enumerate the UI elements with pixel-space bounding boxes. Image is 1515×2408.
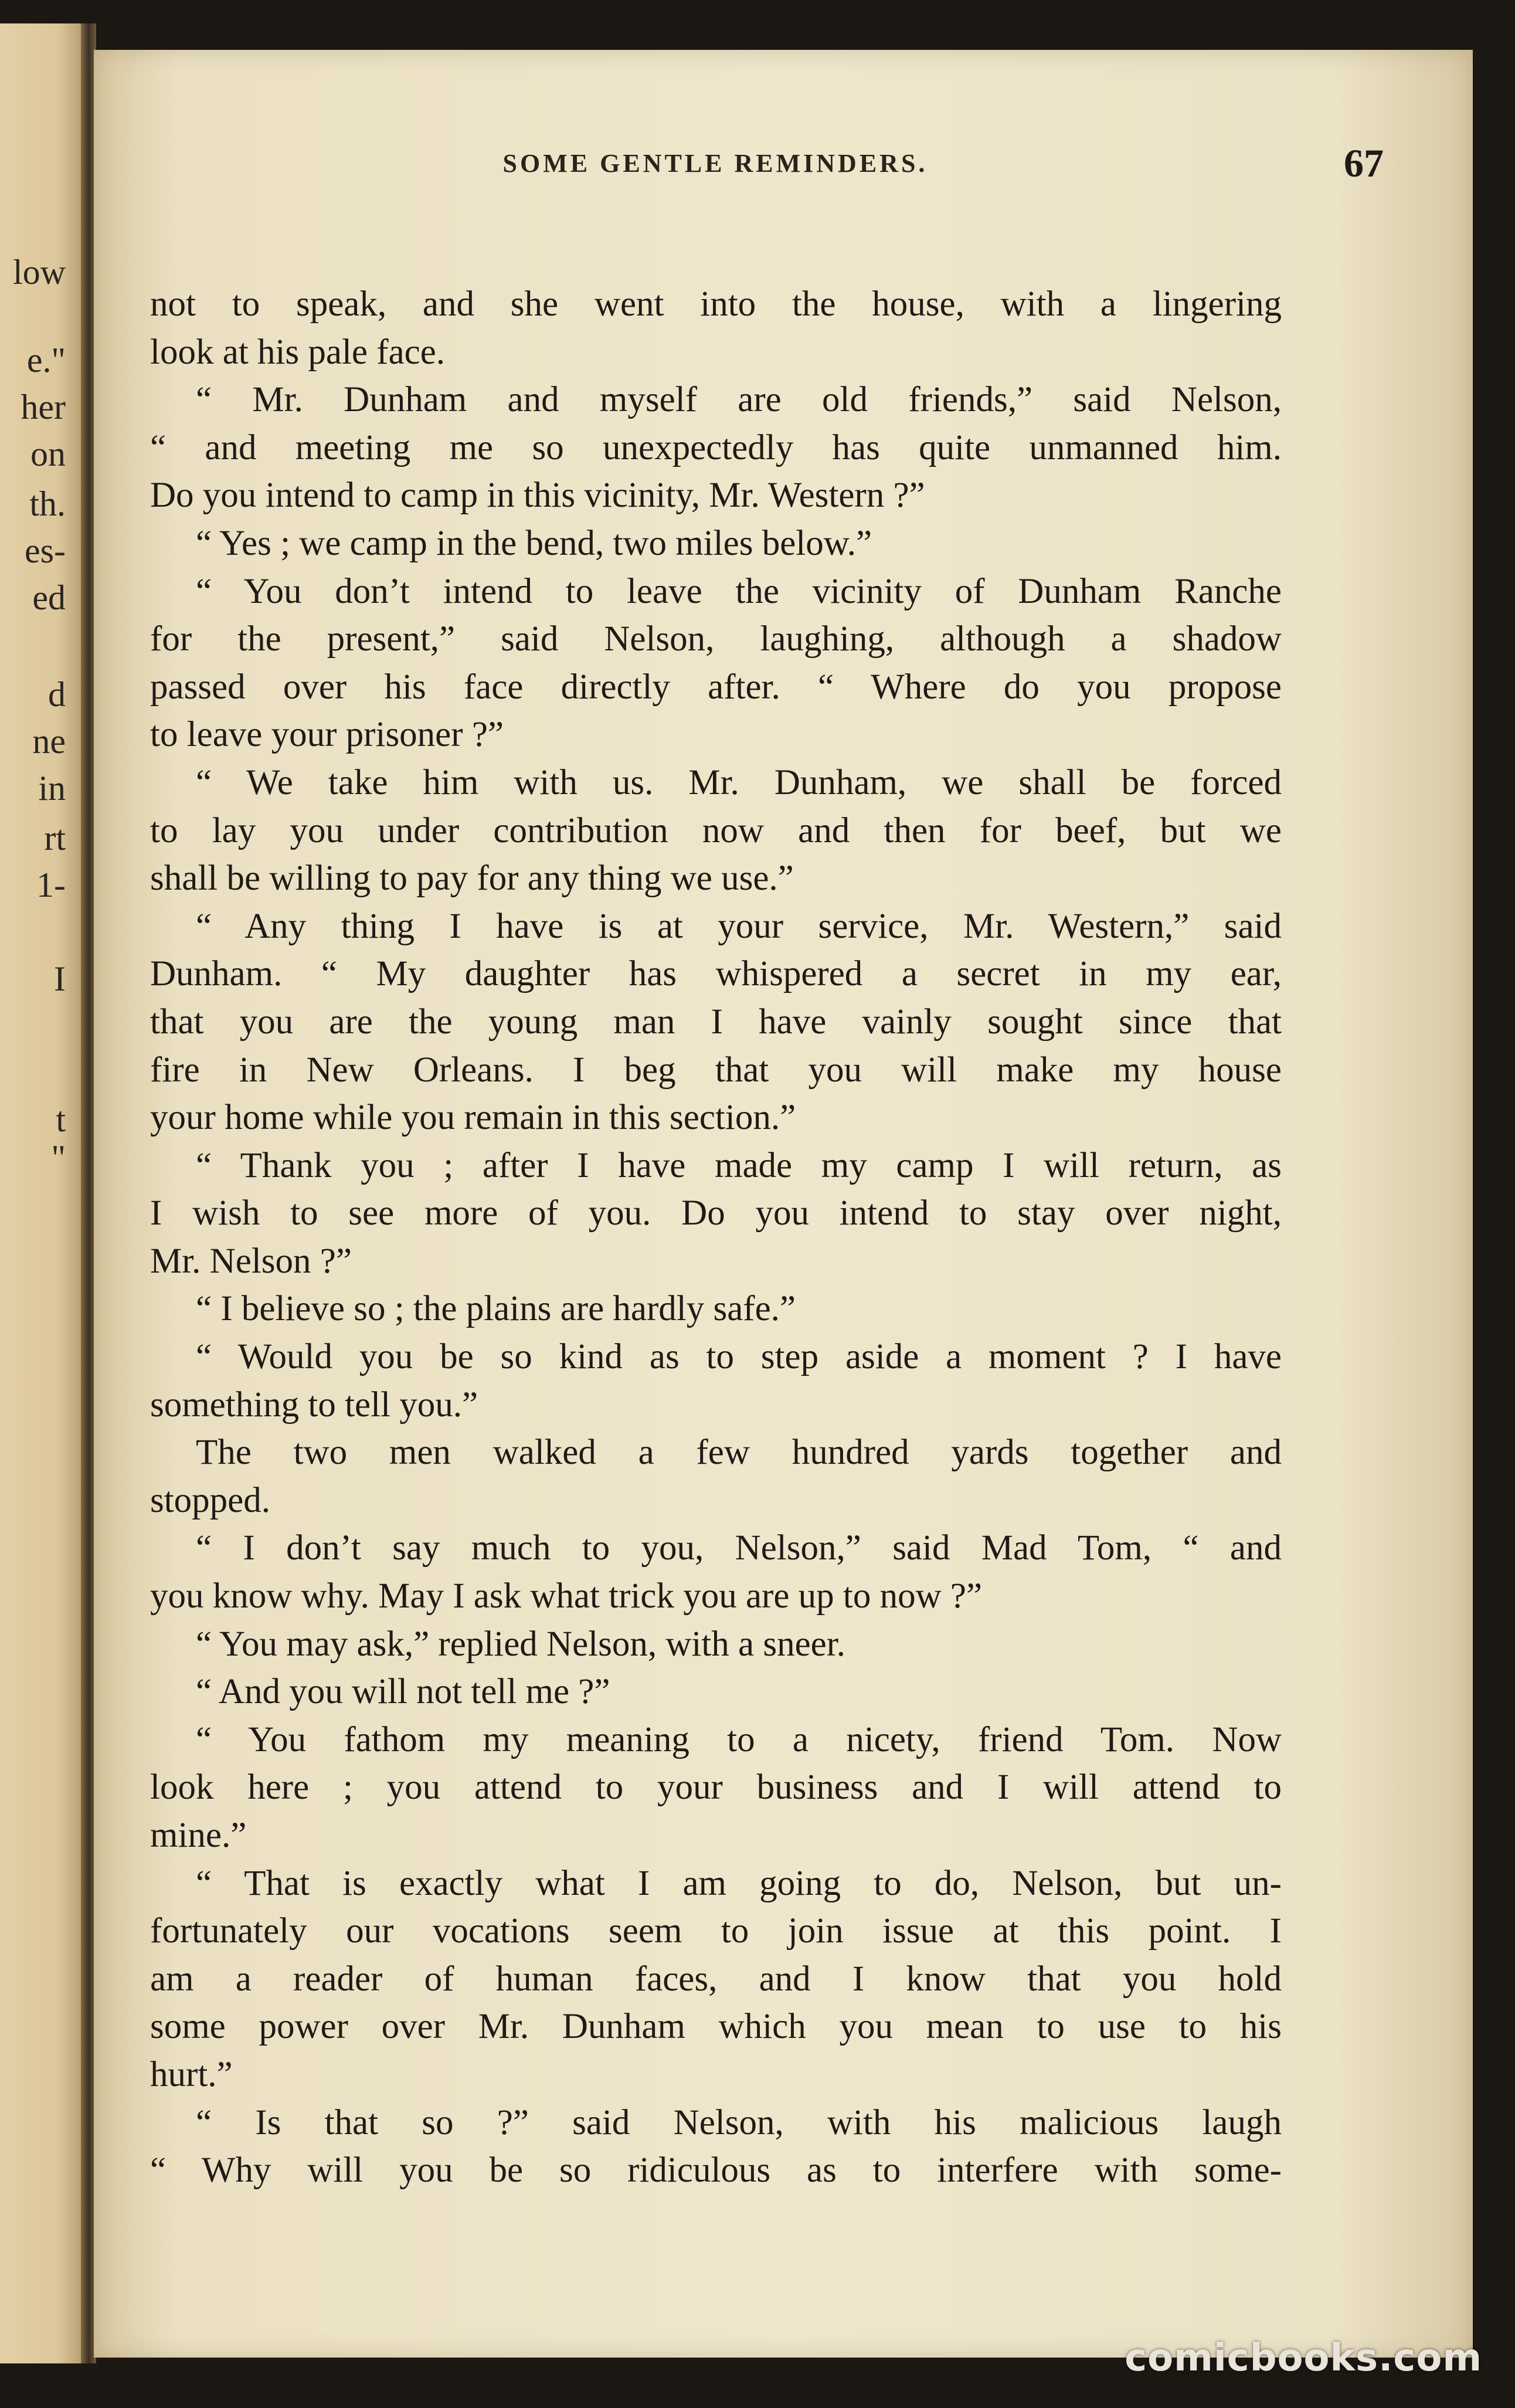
- text-line: passed over his face directly after. “ Where do you propose: [150, 667, 1282, 707]
- text-line: “ You may ask,” replied Nelson, with a sneer.: [196, 1624, 845, 1664]
- text-line: fortunately our vocations seem to join issue at this point. I: [150, 1911, 1282, 1951]
- text-line: shall be willing to pay for any thing we use.”: [150, 859, 794, 898]
- facing-page-fragment: ": [51, 1138, 66, 1177]
- text-line: mine.”: [150, 1816, 247, 1855]
- facing-page-fragment: in: [38, 769, 66, 808]
- facing-page-fragment: 1-: [36, 866, 66, 904]
- text-line: “ Would you be so kind as to step aside a moment ? I have: [196, 1337, 1282, 1377]
- text-line: “ Yes ; we camp in the bend, two miles below.”: [196, 523, 872, 563]
- text-line: I wish to see more of you. Do you intend to stay over night,: [150, 1193, 1282, 1233]
- text-line: for the present,” said Nelson, laughing, although a shadow: [150, 619, 1282, 659]
- facing-page-fragment: on: [30, 435, 66, 473]
- text-line: The two men walked a few hundred yards together and: [196, 1433, 1282, 1473]
- facing-page-fragment: her: [21, 388, 66, 426]
- text-line: look at his pale face.: [150, 332, 446, 372]
- text-line: to lay you under contribution now and then for beef, but we: [150, 810, 1282, 850]
- facing-page-fragment: t: [56, 1100, 66, 1139]
- text-line: Mr. Nelson ?”: [150, 1241, 352, 1281]
- text-line: “ That is exactly what I am going to do, Nelson, but un-: [196, 1863, 1282, 1903]
- facing-page-fragment: ne: [32, 722, 66, 761]
- text-line: “ Why will you be so ridiculous as to interfere with some-: [150, 2151, 1282, 2190]
- facing-page-fragment: e.": [26, 341, 66, 379]
- text-line: Dunham. “ My daughter has whispered a secret in my ear,: [150, 954, 1282, 994]
- text-line: to leave your prisoner ?”: [150, 715, 504, 755]
- running-head-title: SOME GENTLE REMINDERS.: [502, 149, 928, 178]
- facing-page-edge: [0, 23, 82, 2363]
- text-line: “ and meeting me so unexpectedly has quite unmanned him.: [150, 428, 1282, 467]
- text-line: that you are the young man I have vainly sought since that: [150, 1002, 1282, 1042]
- running-head: [152, 141, 1384, 191]
- text-line: something to tell you.”: [150, 1385, 478, 1425]
- text-line: “ I don’t say much to you, Nelson,” said Mad Tom, “ and: [196, 1528, 1282, 1568]
- text-line: “ Mr. Dunham and myself are old friends,” said Nelson,: [196, 380, 1282, 420]
- text-line: “ I believe so ; the plains are hardly safe.”: [196, 1289, 796, 1329]
- text-line: your home while you remain in this section.”: [150, 1098, 796, 1138]
- body-text: [150, 280, 1282, 2195]
- watermark: comicbooks.com: [1125, 2336, 1482, 2380]
- facing-page-fragment: low: [13, 253, 66, 291]
- text-line: “ Is that so ?” said Nelson, with his malicious laugh: [196, 2102, 1282, 2142]
- text-line: look here ; you attend to your business and I will attend to: [150, 1768, 1282, 1807]
- facing-page-fragment: d: [48, 675, 66, 714]
- text-line: you know why. May I ask what trick you are up to now ?”: [150, 1576, 983, 1616]
- facing-page-fragment: I: [54, 959, 66, 998]
- text-line: fire in New Orleans. I beg that you will make my house: [150, 1050, 1282, 1090]
- text-line: “ We take him with us. Mr. Dunham, we shall be forced: [196, 762, 1282, 802]
- text-line: “ Thank you ; after I have made my camp I will return, as: [196, 1145, 1282, 1185]
- facing-page-fragment: th.: [29, 484, 66, 523]
- text-line: not to speak, and she went into the house, with a lingering: [150, 284, 1282, 324]
- page-number: 67: [1344, 141, 1384, 185]
- book-page: [94, 50, 1473, 2358]
- facing-page-fragment: ed: [32, 578, 66, 617]
- facing-page-fragment: es-: [25, 531, 66, 570]
- text-line: “ You fathom my meaning to a nicety, friend Tom. Now: [196, 1719, 1282, 1759]
- text-line: “ You don’t intend to leave the vicinity of Dunham Ranche: [196, 571, 1282, 611]
- text-line: some power over Mr. Dunham which you mean to use to his: [150, 2007, 1282, 2047]
- text-line: hurt.”: [150, 2054, 233, 2094]
- text-line: am a reader of human faces, and I know that you hold: [150, 1959, 1282, 1999]
- text-line: Do you intend to camp in this vicinity, Mr. Western ?”: [150, 476, 925, 515]
- text-line: “ And you will not tell me ?”: [196, 1672, 610, 1712]
- facing-page-fragment: rt: [44, 819, 66, 857]
- text-line: “ Any thing I have is at your service, Mr. Western,” said: [196, 906, 1282, 946]
- text-line: stopped.: [150, 1480, 271, 1520]
